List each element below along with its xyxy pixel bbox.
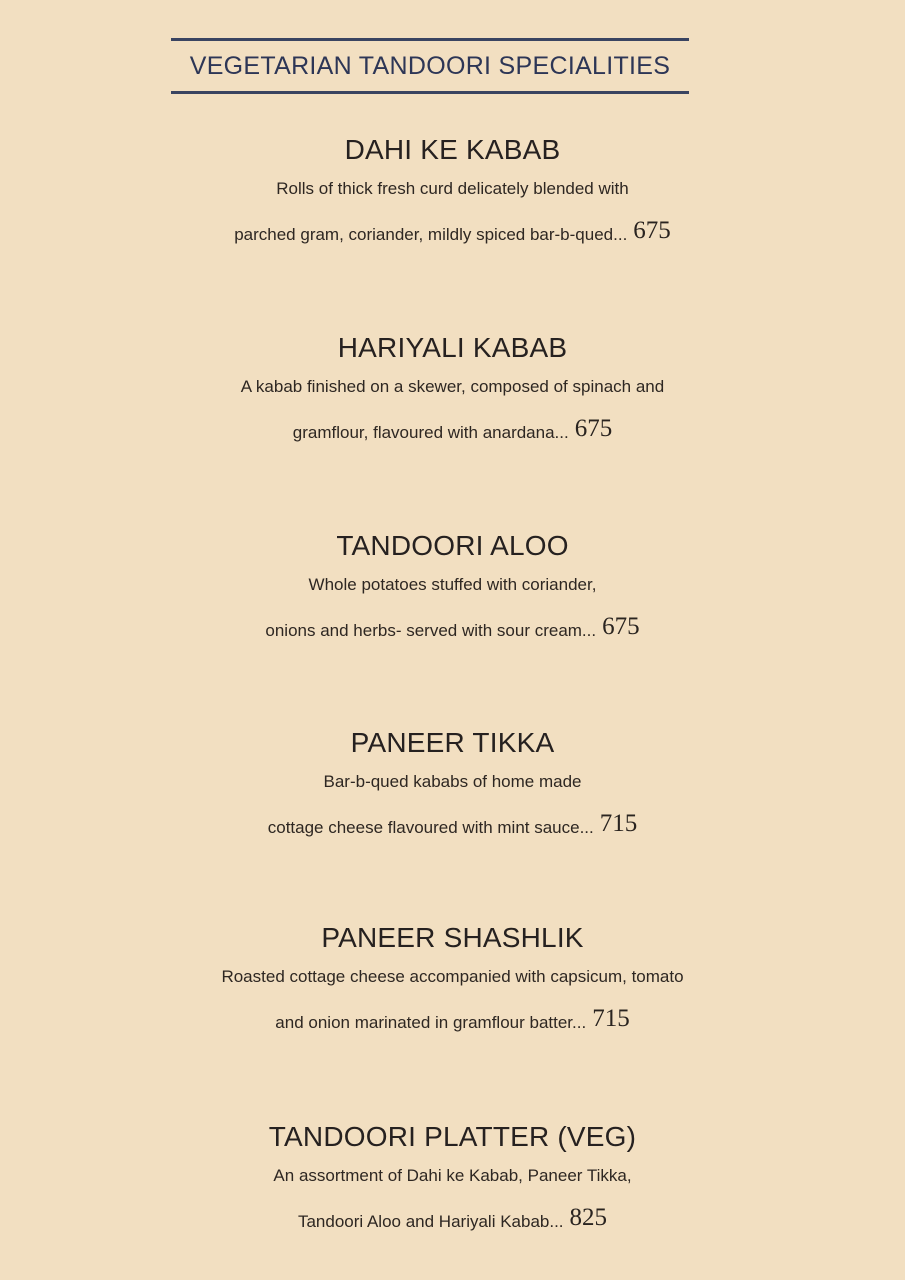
item-name: TANDOORI ALOO [336, 530, 569, 561]
item-name: PANEER SHASHLIK [321, 922, 584, 953]
item-description-line-1: Rolls of thick fresh curd delicately blended with [276, 179, 629, 198]
item-description-line-2 [0, 1204, 905, 1235]
menu-item-paneer-shashlik [0, 921, 905, 1036]
item-description-line-2 [0, 1005, 905, 1036]
item-description-text: and onion marinated in gramflour batter... [275, 1013, 587, 1032]
section-header [171, 38, 689, 94]
menu-item-tandoori-aloo [0, 529, 905, 644]
item-price: 825 [569, 1204, 608, 1231]
menu-item-paneer-tikka [0, 726, 905, 841]
section-title: VEGETARIAN TANDOORI SPECIALITIES [189, 51, 671, 80]
item-description-line-2 [0, 415, 905, 446]
item-name: HARIYALI KABAB [337, 332, 568, 363]
menu-item-hariyali-kabab [0, 331, 905, 446]
menu-item-dahi-ke-kabab [0, 133, 905, 248]
item-price: 675 [602, 613, 640, 640]
item-price: 715 [592, 1005, 630, 1032]
item-description-line-1: Roasted cottage cheese accompanied with capsicum, tomato [221, 967, 684, 986]
item-price: 715 [599, 810, 638, 837]
item-description-line-2 [0, 810, 905, 841]
item-price: 675 [574, 415, 613, 442]
item-price: 675 [633, 217, 671, 244]
menu-item-tandoori-platter-veg [0, 1120, 905, 1235]
item-description-line-1: Bar-b-qued kababs of home made [323, 772, 582, 791]
item-description-line-1: A kabab finished on a skewer, composed of spinach and [240, 377, 665, 396]
item-description-line-2 [0, 613, 905, 644]
item-description-text: cottage cheese flavoured with mint sauce... [267, 818, 594, 837]
item-description-text: Tandoori Aloo and Hariyali Kabab... [297, 1212, 564, 1231]
item-name: PANEER TIKKA [350, 727, 555, 758]
item-name: TANDOORI PLATTER (VEG) [268, 1121, 637, 1152]
item-description-text: gramflour, flavoured with anardana... [292, 423, 569, 442]
item-name: DAHI KE KABAB [344, 134, 561, 165]
item-description-line-2 [0, 217, 905, 248]
item-description-text: onions and herbs- served with sour cream... [265, 621, 597, 640]
item-description-text: parched gram, coriander, mildly spiced bar-b-qued... [234, 225, 628, 244]
item-description-line-1: Whole potatoes stuffed with coriander, [308, 575, 597, 594]
item-description-line-1: An assortment of Dahi ke Kabab, Paneer Tikka, [273, 1166, 632, 1185]
